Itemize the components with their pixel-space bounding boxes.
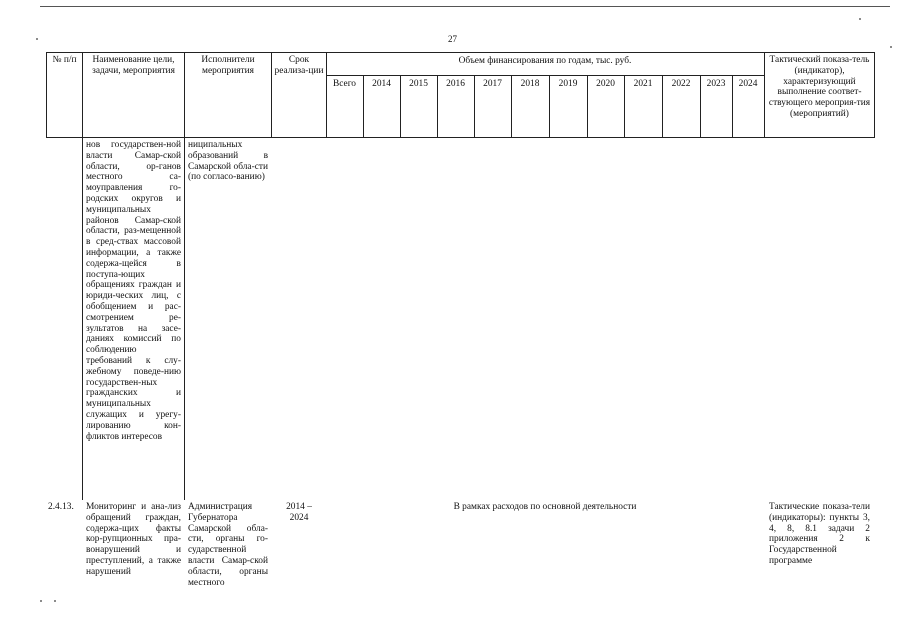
header-year-2020: 2020 [596,79,615,89]
header-executors: Исполнители мероприятия [201,55,255,76]
header-funding: Объем финансирования по годам, тыс. руб. [458,56,632,66]
header-year-2017: 2017 [483,79,502,89]
header-term: Срок реализа-ции [274,55,324,76]
header-year-2022: 2022 [671,79,691,89]
header-num: № п/п [52,55,77,65]
row1-name: нов государствен-ной власти Самар-ской области, ор-ганов местного са-моуправления го-родских округов и муниципальных районов Самар-ской области, раз-мещенной в сред-ствах массовой информации, а также содержа-щейся в поступа-ющих обращениях граждан и юриди-ческих лиц, с обобщением и рас-смотрением ре-зультатов на засе-даниях комиссий по соблюдению требований к слу-жебному поведе-нию государствен-ных гражданских и муниципальных служащих и урегу-лированию кон-фликтов интересов [86,140,181,442]
page-number: 27 [448,34,457,44]
header-year-2024: 2024 [738,79,758,89]
header-indicator: Тактический показа-тель (индикатор), характеризующий выполнение соответ-ствующего мероприя-тия (мероприятий) [768,55,871,119]
header-year-2023: 2023 [706,79,726,89]
scan-speck [859,18,861,20]
row2-num: 2.4.13. [48,502,74,512]
header-name: Наименование цели, задачи, мероприятия [92,55,175,76]
header-year-2014: 2014 [372,79,391,89]
scan-speck [40,600,42,602]
header-year-2018: 2018 [520,79,540,89]
scan-speck [890,46,892,48]
row2-term: 2014 – 2024 [286,502,312,523]
row2-name: Мониторинг и ана-лиз обращений граждан, содержа-щих факты кор-рупционных пра-вонарушений и преступлений, а также нарушений [86,502,181,577]
header-year-2016: 2016 [446,79,465,89]
header-year-2015: 2015 [409,79,428,89]
row2-funding: В рамках расходов по основной деятельности [453,502,637,512]
scan-speck [54,600,56,602]
header-total: Всего [333,79,356,89]
row2-executors: Администрация Губернатора Самарской обла-сти, органы го-сударственной власти Самар-ской области, органы местного [188,502,268,588]
scan-speck [36,38,38,40]
header-year-2019: 2019 [558,79,578,89]
header-year-2021: 2021 [633,79,653,89]
row1-executors: ниципальных образований в Самарской обла-сти (по согласо-ванию) [188,140,268,183]
row2-indicator: Тактические показа-тели (индикаторы): пункты 3, 4, 8, 8.1 задачи 2 приложения 2 к Государственной программе [769,502,870,566]
